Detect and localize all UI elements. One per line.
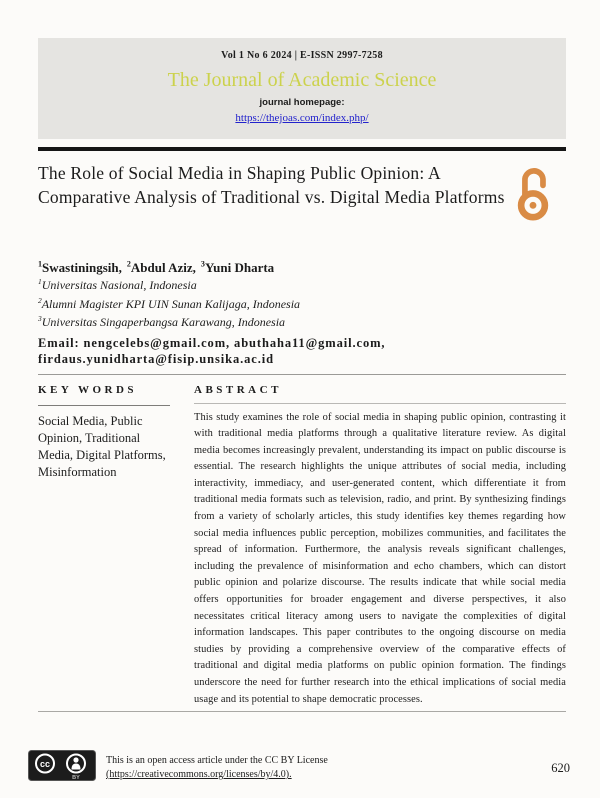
journal-header [38,38,566,139]
abstract-column [194,384,566,709]
affiliation-2 [38,296,566,314]
email-label: Email: [38,335,84,350]
keywords-heading: KEY WORDS [38,383,138,396]
author-1-sup: 1 [38,259,43,269]
affiliation-3 [38,314,566,332]
affiliation-3-text: Universitas Singaperbangsa Karawang, Indonesia [41,315,286,329]
license-line-1: This is an open access article under the CC BY License [106,755,328,766]
affiliation-1 [38,277,566,295]
page-number: 620 [551,760,570,775]
email-line [38,335,498,367]
license-link[interactable]: (https://creativecommons.org/licenses/by/4.0). [106,769,292,780]
affiliation-3-sup: 3 [38,314,42,323]
affiliation-1-sup: 1 [38,277,42,286]
abstract-text: This study examines the role of social media in shaping public opinion, contrasting it with traditional media platforms through a qualitative literature review. As digital media becomes increasingly prevalent, understanding its impact on public discourse is essential. The research highlights the unique attributes of social media, including interactivity, immediacy, and user-generated content, which differentiate it from traditional media formats such as television, radio, and print. By synthesizing findings from a variety of scholarly articles, this study identifies key themes regarding how social media influences public perception, mobilizes communities, and facilitates the spread of information. Furthermore, the analysis reveals significant challenges, including the prevalence of misinformation and echo chambers, which can distort public opinion and polarize discourse. The results indicate that while social media offers opportunities for broader engagement and diverse perspectives, it also necessitates critical literacy among users to navigate the complexities of digital information landscapes. This paper contributes to the ongoing discourse on media studies by providing a comprehensive overview of the comparative effects of traditional and digital media platforms on public opinion formation. The findings underscore the need for further research into the ethical implications of social media usage and its potential to shape democratic processes. [194,411,566,705]
author-3-name: Yuni Dharta [204,260,275,275]
authors-block [38,260,566,367]
cc-by-badge-icon[interactable] [28,750,96,786]
journal-title: The Journal of Academic Science [167,69,437,91]
affiliation-2-text: Alumni Magister KPI UIN Sunan Kalijaga, Indonesia [41,296,301,311]
title-row [38,162,566,227]
author-1-name: Swastiningsih, [42,260,122,275]
affiliation-2-sup: 2 [38,295,42,305]
author-2-name: Abdul Aziz, [130,260,196,275]
volume-issn-line: Vol 1 No 6 2024 | E-ISSN 2997-7258 [221,50,383,61]
license-text [106,754,328,782]
keywords-text: Social Media, Public Opinion, Traditional Media, Digital Platforms, Misinformation [38,413,166,480]
journal-homepage-link[interactable]: https://thejoas.com/index.php/ [235,112,369,124]
keywords-column [38,384,170,709]
svg-text:cc: cc [39,759,51,769]
author-2 [127,260,196,275]
author-3-sup: 3 [200,259,205,269]
keywords-abstract-section [38,375,566,709]
header-divider-rule [38,147,566,151]
open-access-icon [514,164,552,227]
affiliation-1-text: Universitas Nasional, Indonesia [41,278,197,292]
authors-line [38,260,566,276]
homepage-label: journal homepage: [259,97,345,108]
article-title: The Role of Social Media in Shaping Public Opinion: A Comparative Analysis of Traditional vs. Digital Media Platforms [38,163,505,207]
author-1 [38,260,122,275]
email-addresses: nengcelebs@gmail.com, abuthaha11@gmail.com, firdaus.yunidharta@fisip.unsika.ac.id [38,335,386,366]
cc-by-label: BY [72,775,80,781]
section-bottom-rule [38,711,566,712]
page-footer [28,750,570,786]
abstract-heading: ABSTRACT [194,383,282,396]
abstract-underline [194,403,566,404]
keywords-underline [38,405,170,406]
author-2-sup: 2 [126,259,131,269]
author-3 [201,260,274,275]
